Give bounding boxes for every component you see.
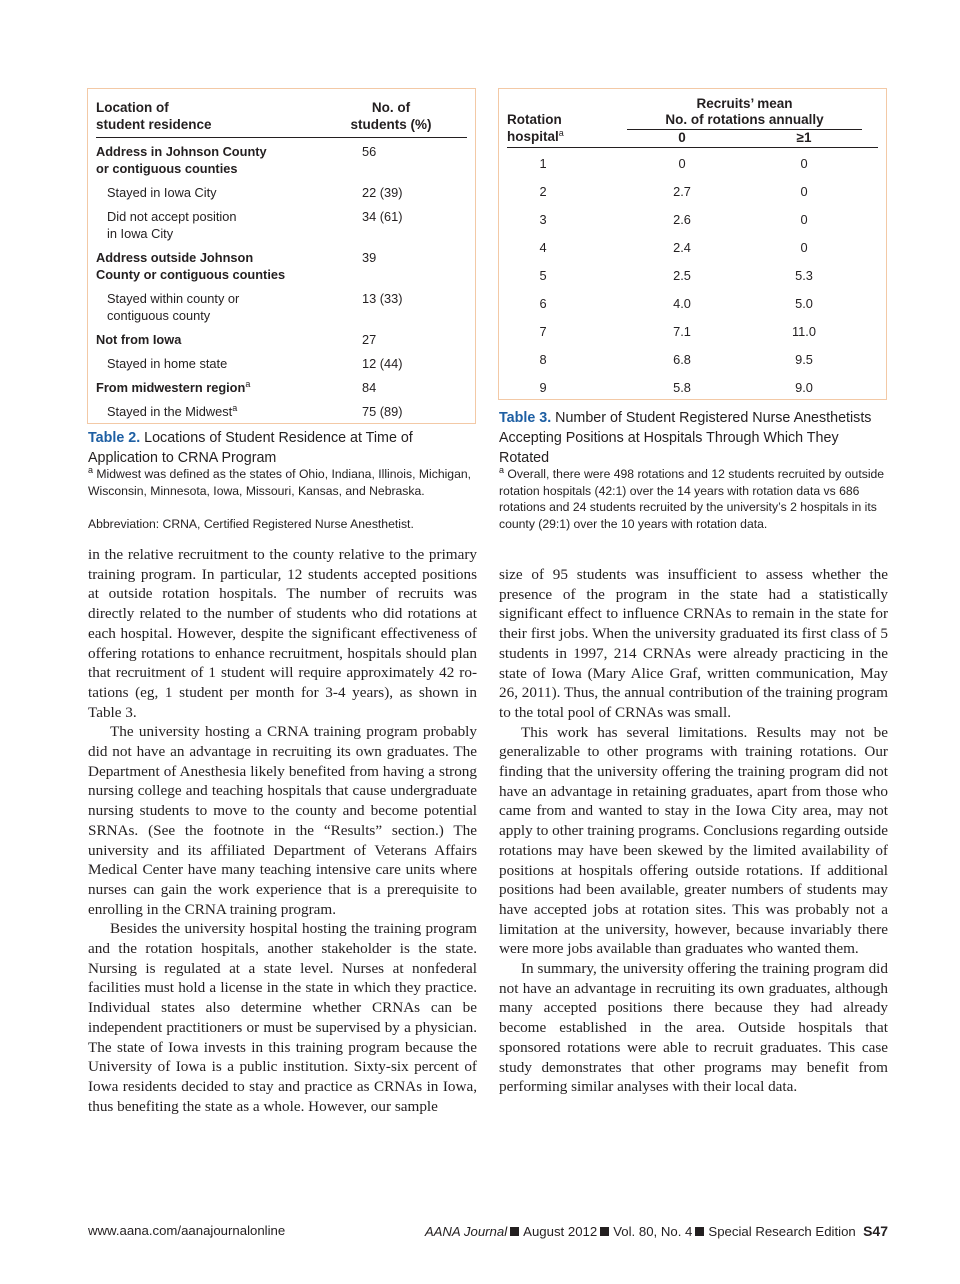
table-3-caption-text: Number of Student Registered Nurse Anesthetists Accepting Positions at Hospitals Through Which They Rotated [499, 410, 872, 466]
cell-one: 9.0 [795, 380, 813, 395]
table-row [507, 155, 878, 183]
table-3-header-mean: Recruits’ mean [696, 96, 793, 111]
table-3-header-rotation: Rotation hospital$^a$ [507, 112, 564, 144]
cell-one: 5.3 [795, 268, 813, 283]
table-2-caption-label: Table 2. [88, 430, 141, 446]
table-row [507, 211, 878, 239]
table-row [96, 403, 467, 420]
table-row [96, 379, 467, 396]
table-2-abbreviation: Abbreviation: CRNA, Certified Registered Nurse Anesthetist. [88, 517, 414, 531]
row-label: Address in Johnson County or contiguous counties [96, 144, 267, 176]
table-row [96, 184, 467, 201]
row-value: 56 [362, 144, 377, 159]
row-value: 22 (39) [362, 185, 403, 200]
table-row [96, 331, 467, 348]
row-label: Address outside Johnson County or contiguous counties [96, 250, 286, 282]
table-row [507, 239, 878, 267]
row-label: Stayed in Iowa City [107, 185, 217, 200]
footer-volume: Vol. 80, No. 4 [613, 1224, 693, 1239]
cell-one: 0 [800, 184, 808, 199]
paragraph: Besides the university hospital hosting the training program and the rotation hospitals, another stakeholder is the state. Nursing is regulated at a state level. Nurses at nonfederal facilities must hold a license in the state in which they practice. Individual states also determine whether CRNAs can be independent practitioners or must be supervised by a physician. The state of Iowa invests in this training program because the University of Iowa is a public institution. Sixty-six percent of Iowa residents decided to stay and practice as CRNAs in Iowa, thus benefiting the state as a whole. However, our sample [88, 920, 477, 1115]
table-3-subheader-0: 0 [678, 130, 686, 145]
table-3-header-rotations: No. of rotations annually [627, 111, 862, 130]
footer-journal: AANA Journal [424, 1224, 508, 1239]
cell-one: 0 [800, 212, 808, 227]
row-value: 84 [362, 380, 377, 395]
row-value: 13 (33) [362, 291, 403, 306]
table-2-caption-text: Locations of Student Residence at Time of Application to CRNA Program [88, 430, 413, 466]
cell-zero: 7.1 [673, 324, 691, 339]
table-row [96, 249, 467, 283]
cell-one: 9.5 [795, 352, 813, 367]
table-3 [498, 88, 887, 400]
square-bullet-icon [600, 1227, 609, 1236]
table-3-footnote: $^a$ Overall, there were 498 rotations and 12 students recruited by outside rotation hospitals (42:1) over the 14 years with rotation data vs 686 rotations and 24 students recruited by the university’s 2 hospitals in its county (29:1) over the 10 years with rotation data. [499, 465, 885, 531]
table-row [507, 323, 878, 351]
table-row [96, 355, 467, 372]
cell-hospital: 4 [539, 240, 547, 255]
table-3-header [507, 95, 878, 148]
cell-one: 11.0 [792, 324, 816, 339]
table-2-header [96, 99, 467, 138]
table-row [507, 351, 878, 379]
table-2-caption [88, 428, 478, 468]
table-2-header-count: No. of students (%) [350, 100, 432, 132]
row-label: Stayed in home state [107, 356, 228, 371]
cell-zero: 4.0 [673, 296, 691, 311]
cell-hospital: 1 [539, 156, 547, 171]
footer-url[interactable]: www.aana.com/aanajournalonline [88, 1223, 286, 1238]
square-bullet-icon [695, 1227, 704, 1236]
cell-zero: 6.8 [673, 352, 691, 367]
row-label: Stayed in the Midwest$^a$ [107, 403, 238, 419]
row-label: Did not accept position in Iowa City [107, 209, 237, 241]
footer-date: August 2012 [523, 1224, 598, 1239]
table-2-header-location: Location of student residence [96, 100, 212, 132]
cell-hospital: 7 [539, 324, 547, 339]
cell-hospital: 6 [539, 296, 547, 311]
row-label: Stayed within county or contiguous county [107, 291, 240, 323]
cell-hospital: 9 [539, 380, 547, 395]
row-value: 75 (89) [362, 404, 403, 419]
left-column [88, 545, 477, 1116]
cell-one: 0 [800, 240, 808, 255]
table-row [507, 379, 878, 407]
table-2-footnote: $^a$ Midwest was defined as the states of Ohio, Indiana, Illinois, Michigan, Wisconsin, Minnesota, Iowa, Missouri, Kansas, and Nebraska. [88, 465, 472, 498]
row-label: From midwestern region$^a$ [96, 379, 251, 395]
cell-one: 5.0 [795, 296, 813, 311]
table-3-body [507, 155, 878, 407]
table-row [507, 295, 878, 323]
table-2-body [96, 143, 467, 427]
table-row [507, 183, 878, 211]
table-2 [87, 88, 476, 424]
table-3-subheader-1: ≥1 [796, 130, 812, 145]
cell-zero: 2.6 [673, 212, 691, 227]
cell-zero: 2.4 [673, 240, 691, 255]
cell-zero: 5.8 [673, 380, 691, 395]
cell-hospital: 3 [539, 212, 547, 227]
cell-zero: 2.7 [673, 184, 691, 199]
paragraph: This work has several limitations. Results may not be generalizable to other programs with training rotations. Our finding that the university offering the training program did not have an advantage in retaining graduates, apart from those who came from and wanted to stay in the Iowa City area, may not apply to other training programs. Conclusions regarding outside rotations may have been skewed by the limited availability of positions at hospitals offering outside rotations. If additional positions had been available, greater numbers of students may have accepted jobs at rotation sites. This was probably not a limitation at the university, however, because invariably there were more jobs available than graduates who wanted them. [499, 723, 888, 958]
row-value: 27 [362, 332, 377, 347]
cell-hospital: 2 [539, 184, 547, 199]
row-value: 12 (44) [362, 356, 403, 371]
cell-hospital: 8 [539, 352, 547, 367]
table-row [96, 208, 467, 242]
cell-one: 0 [800, 156, 808, 171]
right-column [499, 565, 888, 1097]
table-row [96, 143, 467, 177]
paragraph: The university hosting a CRNA training program probably did not have an advantage in recruiting its own graduates. The Department of Anesthesia likely benefited from having a strong nursing college and teaching hospitals that cause undergraduate nursing students to move to the county and become potential SRNAs. (See the footnote in the “Results” section.) The university and its affiliated Department of Veterans Affairs Medical Center have many teaching intensive care units where nurses can gain the work experience that is a prerequisite to enrolling in the CRNA training program. [88, 723, 477, 918]
cell-hospital: 5 [539, 268, 547, 283]
footer-edition: Special Research Edition [708, 1224, 856, 1239]
cell-zero: 0 [678, 156, 686, 171]
paragraph: size of 95 students was insufficient to assess whether the presence of the program in the state had a statistically significant effect to influence CRNAs to remain in the state for their first jobs. When the university graduated its first class of 5 students in 1997, 214 CRNAs were already practicing in the state of Iowa (Mary Alice Graf, written communication, May 26, 2011). Thus, the annual contribution of the training program to the total pool of CRNAs was small. [499, 566, 888, 721]
table-3-caption-label: Table 3. [499, 410, 552, 426]
table-3-caption [499, 408, 889, 468]
paragraph: in the relative recruitment to the county relative to the primary training program. In particular, 12 students accepted positions at outside rotation hospitals. The number of recruits was directly related to the number of students who did rotations at each hospital. However, despite the significant effectiveness of offering rotations to enhance recruitment, hospitals should plan that recruitment of 1 student will require approximately 42 rotations (eg, 1 student per month for 3-4 years), as shown in Table 3. [88, 546, 477, 721]
cell-zero: 2.5 [673, 268, 691, 283]
footer-citation [425, 1222, 888, 1241]
row-value: 34 (61) [362, 209, 403, 224]
page-number: S47 [863, 1223, 888, 1239]
square-bullet-icon [510, 1227, 519, 1236]
row-value: 39 [362, 250, 377, 265]
table-row [96, 290, 467, 324]
paragraph: In summary, the university offering the training program did not have an advantage in recruiting its own graduates, although many accepted positions there because they had already become established in the area. Outside hospitals that sponsored rotations were able to recruit graduates. This case study demonstrates that other programs may benefit from performing similar analyses with their local data. [499, 960, 888, 1096]
row-label: Not from Iowa [96, 332, 182, 347]
table-row [507, 267, 878, 295]
